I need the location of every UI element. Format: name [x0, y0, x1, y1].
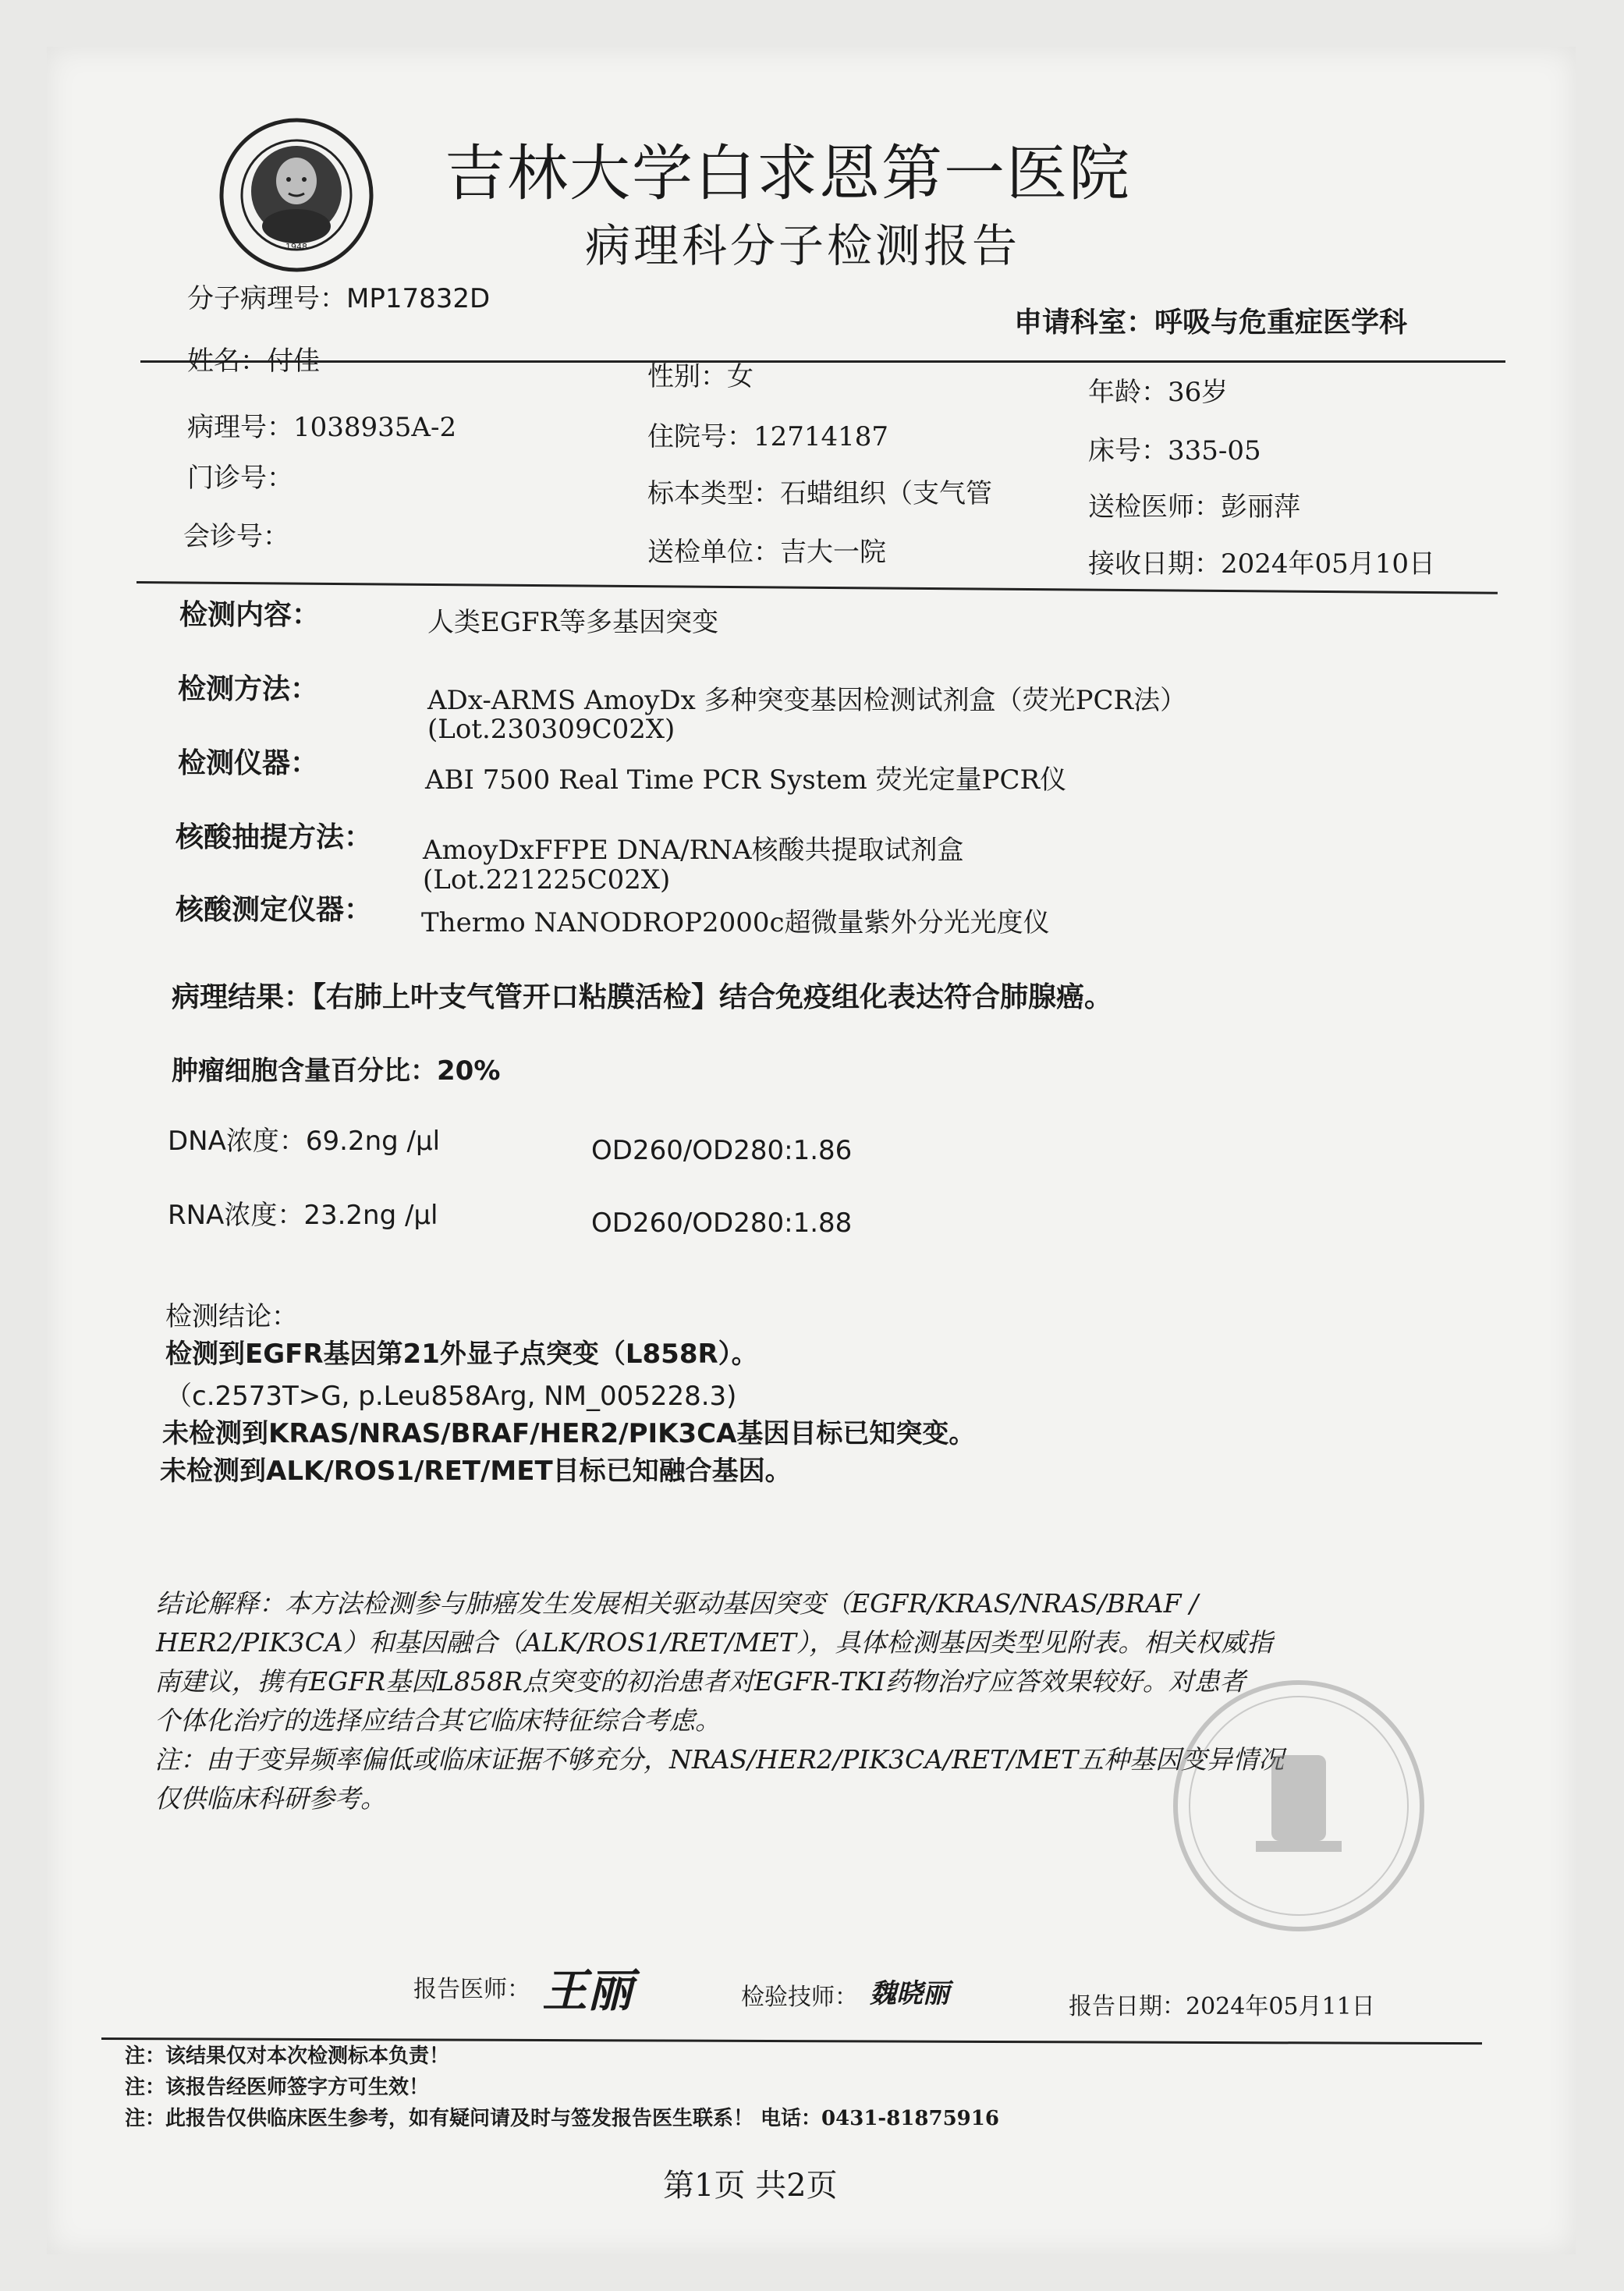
extraction-method-label: 核酸抽提方法：: [176, 821, 373, 853]
logo-year: 1948: [285, 242, 307, 252]
interpretation-line-4: 个体化治疗的选择应结合其它临床特征综合考虑。: [154, 1705, 721, 1736]
applying-department: 申请科室：呼吸与危重症医学科: [1014, 307, 1408, 339]
test-method-lot: (Lot.230309C02X): [427, 714, 675, 745]
test-method-value: ADx-ARMS AmoyDx 多种突变基因检测试剂盒（荧光PCR法）: [427, 685, 1187, 716]
conclusion-variant-detail: （c.2573T>G, p.Leu858Arg, NM_005228.3): [165, 1381, 737, 1412]
received-date: 接收日期：2024年05月10日: [1088, 548, 1436, 580]
submitting-unit: 送检单位：吉大一院: [647, 537, 886, 568]
outpatient-number: 门诊号：: [187, 463, 293, 494]
hospital-name: 吉林大学白求恩第一医院: [445, 139, 1132, 209]
page-info: 第1页 共2页: [663, 2168, 838, 2204]
department-stamp-icon: [1170, 1677, 1427, 1935]
patient-gender: 性别：女: [647, 361, 753, 392]
rna-concentration: RNA浓度：23.2ng /μl: [168, 1200, 438, 1231]
report-doctor-signature: 王丽: [542, 1964, 633, 2017]
test-instrument-label: 检测仪器：: [178, 747, 319, 779]
referring-doctor: 送检医师：彭丽萍: [1088, 491, 1300, 523]
interpretation-line-1: 结论解释：本方法检测参与肺癌发生发展相关驱动基因突变（EGFR/KRAS/NRAS/BRAF /: [156, 1588, 1199, 1619]
interpretation-note: 注：由于变异频率偏低或临床证据不够充分，NRAS/HER2/PIK3CA/RET/MET五种基因变异情况: [154, 1744, 1285, 1775]
extraction-method-lot: (Lot.221225C02X): [423, 864, 671, 895]
header-divider: [140, 360, 1505, 363]
interpretation-line-3: 南建议，携有EGFR基因L858R点突变的初治患者对EGFR-TKI药物治疗应答效果较好。对患者: [154, 1666, 1246, 1697]
note-2: 注：该报告经医师签字方可生效！: [125, 2076, 430, 2099]
molecular-pathology-number: 分子病理号：MP17832D: [187, 283, 491, 314]
bed-number: 床号：335-05: [1088, 435, 1261, 466]
conclusion-no-mutation: 未检测到KRAS/NRAS/BRAF/HER2/PIK3CA基因目标已知突变。: [162, 1418, 976, 1449]
conclusion-no-fusion: 未检测到ALK/ROS1/RET/MET目标已知融合基因。: [160, 1456, 792, 1487]
note-1: 注：该结果仅对本次检测标本负责！: [125, 2045, 450, 2068]
report-doctor-label: 报告医师：: [413, 1976, 530, 2003]
conclusion-label: 检测结论：: [165, 1301, 298, 1332]
quant-instrument-value: Thermo NANODROP2000c超微量紫外分光光度仪: [421, 907, 1050, 938]
test-content-value: 人类EGFR等多基因突变: [427, 607, 719, 638]
test-content-label: 检测内容：: [179, 599, 321, 631]
report-date: 报告日期：2024年05月11日: [1069, 1993, 1375, 2020]
patient-name: 姓名：付佳: [187, 346, 320, 377]
test-method-label: 检测方法：: [178, 673, 319, 705]
rna-od-ratio: OD260/OD280:1.88: [591, 1208, 853, 1239]
stamp-text: [1186, 1903, 1326, 1913]
conclusion-egfr: 检测到EGFR基因第21外显子点突变（L858R）。: [165, 1339, 758, 1370]
technician-signature: 魏晓丽: [870, 1978, 949, 2009]
hospital-logo-icon: [218, 117, 374, 273]
pathology-number: 病理号：1038935A-2: [187, 412, 457, 443]
interpretation-line-2: HER2/PIK3CA）和基因融合（ALK/ROS1/RET/MET），具体检测基因类型见附表。相关权威指: [156, 1627, 1273, 1658]
test-instrument-value: ABI 7500 Real Time PCR System 荧光定量PCR仪: [425, 764, 1067, 796]
note-3: 注：此报告仅供临床医生参考，如有疑问请及时与签发报告医生联系！ 电话：0431-81875916: [125, 2107, 999, 2130]
dna-od-ratio: OD260/OD280:1.86: [591, 1135, 853, 1166]
inpatient-number: 住院号：12714187: [647, 421, 889, 452]
logo-ring-text: [204, 108, 420, 115]
extraction-method-value: AmoyDxFFPE DNA/RNA核酸共提取试剂盒: [423, 835, 964, 866]
dna-concentration: DNA浓度：69.2ng /μl: [168, 1126, 441, 1157]
report-title: 病理科分子检测报告: [585, 219, 1021, 272]
pathology-result: 病理结果：【右肺上叶支气管开口粘膜活检】结合免疫组化表达符合肺腺癌。: [172, 981, 1113, 1013]
consultation-number: 会诊号：: [183, 521, 289, 552]
technician-label: 检验技师：: [741, 1984, 858, 2011]
interpretation-note-2: 仅供临床科研参考。: [154, 1783, 386, 1814]
patient-age: 年龄：36岁: [1088, 377, 1229, 408]
quant-instrument-label: 核酸测定仪器：: [176, 894, 373, 926]
specimen-type: 标本类型：石蜡组织（支气管: [647, 478, 992, 509]
tumor-cell-percentage: 肿瘤细胞含量百分比：20%: [172, 1055, 501, 1087]
